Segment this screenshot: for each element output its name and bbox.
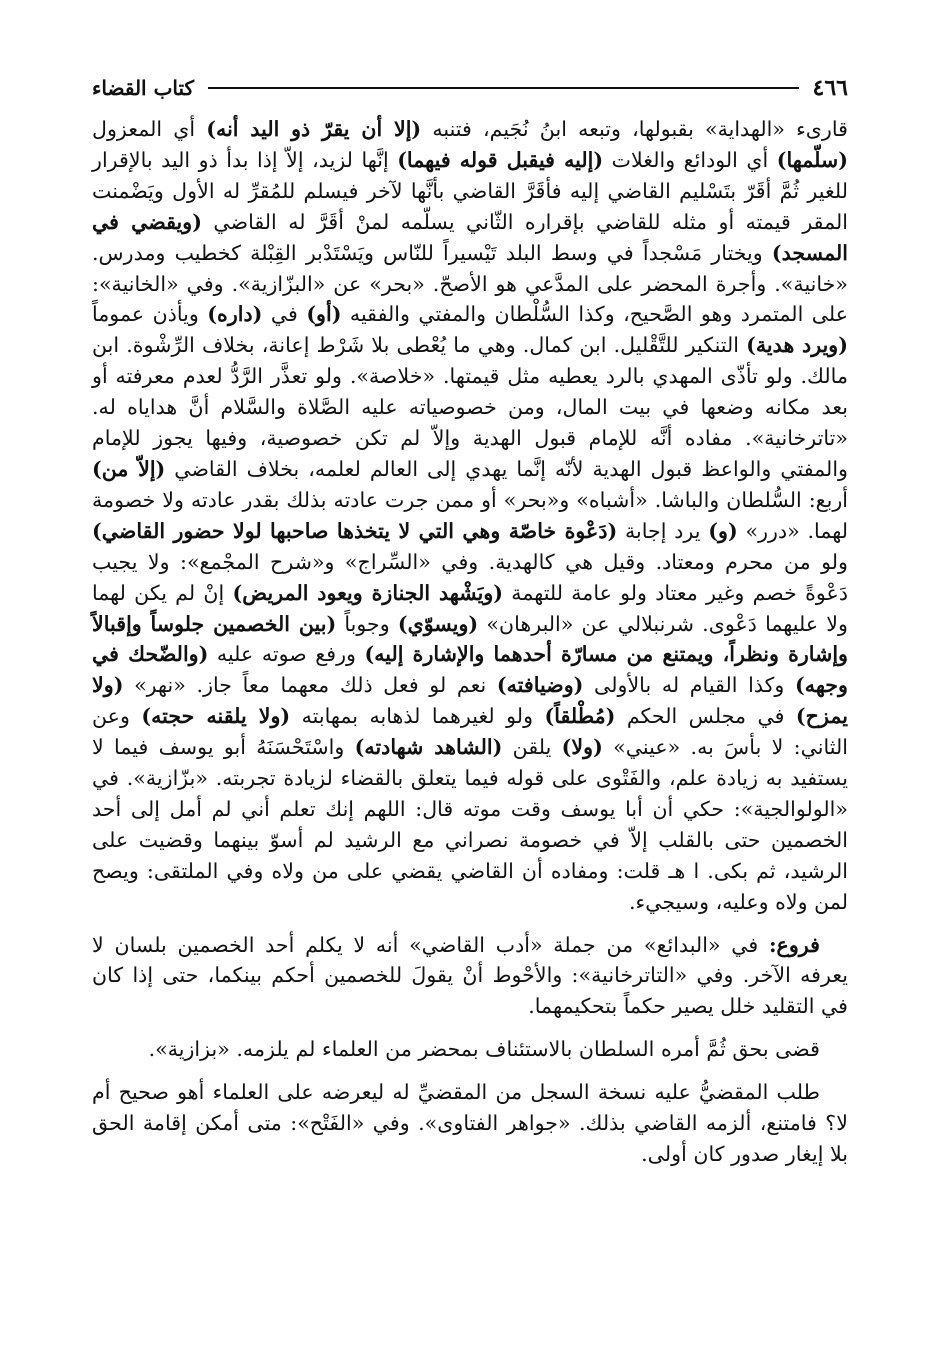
paragraph <box>92 114 848 918</box>
commentary-text: ويختار مَسْجداً في وسط البلد تَيْسيراً للنّاس ويَسْتَدْبر القِبْلة كخطيب ومدرس. «خانية». وأجرة المحضر على المدَّعي هو الأصحّ. «بحر» عن «البزّازية». وفي «الخانية»: على المتمرد وهو الصَّحيح، وكذا السُّلْطان والمفتي والفقيه <box>92 240 849 327</box>
bold-matn-text: (ولا يلقنه حجته) <box>141 704 291 729</box>
bold-matn-text: (الشاهد شهادته) <box>354 735 503 760</box>
bold-matn-text: (مُطْلقاً) <box>544 704 616 729</box>
bold-matn-text: (داره) <box>207 302 263 327</box>
bold-matn-text: (سلّمها) <box>776 147 848 172</box>
commentary-text: ورفع صوته عليه <box>208 642 365 667</box>
commentary-text: وكذا القيام له بالأولى <box>583 673 796 698</box>
commentary-text: ويأذن عموماً <box>92 302 208 327</box>
commentary-text: ولو من محرم ومعتاد. وقيل هي كالهدية. وفي «السِّراج» و«شرح المجْمع»: ولا يجيب دَعْوةً خصم وغير معتاد ولو عامة للتهمة <box>92 549 848 605</box>
commentary-text: أربع: السُّلطان والباشا. «أشباه» و«بحر» أو ممن جرت عادته بذلك بقدر عادته ولا خصومة لهما. «درر» <box>92 487 848 543</box>
page-number: ٤٦٦ <box>812 75 848 101</box>
bold-matn-text: (أو) <box>306 302 342 327</box>
commentary-text: يرد إجابة <box>617 518 709 543</box>
book-title: كتاب القضاء <box>92 76 195 100</box>
commentary-text: إنَّها لزيد، إلاّ إذا بدأ ذو اليد بالإقرار للغير ثُمَّ أقَرّ بتَسْليم القاضي إليه فأقَرَّ القاضي بأنَّها لآخر فيسلم للمُقرِّ له الأول ويَضْمنت المقر قيمته أو مثله للقاضي بإقراره الثّاني يسلّمه لمنْ أقَرَّ له القاضي <box>92 147 848 234</box>
paragraph <box>92 1034 848 1065</box>
paragraph <box>92 1077 848 1170</box>
bold-matn-text: (ويقضي في المسجد) <box>92 209 848 265</box>
bold-matn-text: (إليه فيقبل قوله فيهما) <box>397 147 604 172</box>
commentary-text: ولو لغيرهما لذهابه بمهابته <box>290 704 545 729</box>
bold-matn-text: (وضيافته) <box>496 673 584 698</box>
commentary-text: إنْ لم يكن لهما ولا عليهما دَعْوى. شرنبلالي عن «البرهان» <box>92 580 848 636</box>
page-header <box>92 72 848 104</box>
commentary-text: أي المعزول <box>92 117 207 141</box>
commentary-text: طلب المقضيُّ عليه نسخة السجل من المقضيِّ له ليعرضه على العلماء أهو صحيح أم لا؟ فامتنع، ألزمه القاضي بذلك. «جواهر الفتاوى». وفي «الفَتْح»: متى أمكن إقامة الحق بلا إيغار صدور كان أولى. <box>92 1080 848 1166</box>
commentary-text: نعم لو فعل ذلك معهما معاً جاز. «نهر» <box>123 673 497 698</box>
bold-matn-text: (دَعْوة خاصّة وهي التي لا يتخذها صاحبها لولا حضور القاضي) <box>92 518 618 543</box>
commentary-text: وجوباً <box>336 611 398 636</box>
bold-matn-text: (إلاّ من) <box>92 456 166 481</box>
commentary-text: في <box>262 302 307 327</box>
bold-matn-text: (ويَشْهد الجنازة ويعود المريض) <box>232 580 504 605</box>
bold-matn-text: (ويسوّي) <box>397 611 479 636</box>
bold-matn-text: (والضّحك في وجهه) <box>92 642 848 698</box>
bold-matn-text: (بين الخصمين جلوساً وإقبالاً وإشارة ونظراً، ويمتنع من مسارّة أحدهما والإشارة إليه) <box>92 611 848 667</box>
commentary-text: قضى بحق ثُمَّ أمره السلطان بالاستئناف بمحضر من العلماء لم يلزمه. «بزازية». <box>148 1037 820 1062</box>
bold-matn-text: (إلا أن يقرّ ذو اليد أنه) <box>206 117 422 141</box>
bold-matn-text: فروع: <box>768 932 820 957</box>
commentary-text: في «البدائع» من جملة «أدب القاضي» أنه لا يكلم أحد الخصمين بلسان لا يعرفه الآخر. وفي «التاترخانية»: والأحْوط أنْ يقولَ للخصمين أحكم بينكما، حتى إذا كان في التقليد خلل يصير حكماً بتحكيمهما. <box>92 932 848 1019</box>
bold-matn-text: (ولا يمزح) <box>92 673 848 729</box>
bold-matn-text: (ويرد هدية) <box>746 333 849 358</box>
bold-matn-text: (و) <box>708 518 738 543</box>
commentary-text: قارىء «الهداية» بقبولها، وتبعه ابنُ نُجَيم، فتنبه <box>421 117 848 141</box>
commentary-text: التنكير للتَّقْليل. ابن كمال. وهي ما يُعْطى بلا شَرْط إعانة، بخلاف الرِّشْوة. ابن مالك. ولو تأذّى المهدي بالرد يعطيه مثل قيمتها. «خلاصة». ولو تعذَّر الرَّدُّ لعدم معرفته أو بعد مكانه وضعها في بيت المال، ومن خصوصياته عليه الصَّلاة والسَّلام أنَّ هداياه له. «تاترخانية». مفاده أنَّه للإمام قبول الهدية وإلاّ لم تكن خصوصية، وفيها يجوز للإمام والمفتي والواعظ قبول الهدية لأنّه إنَّما يهدي إلى العالم لعلمه، بخلاف القاضي <box>92 333 848 481</box>
page-body <box>92 114 848 1170</box>
bold-matn-text: (ولا) <box>561 735 603 760</box>
commentary-text: أي الودائع والغلات <box>603 147 777 172</box>
paragraph <box>92 930 848 1023</box>
header-rule <box>208 87 798 89</box>
commentary-text: وعن الثاني: لا بأسَ به. «عيني» <box>92 704 849 760</box>
commentary-text: واسْتَحْسَنَهُ أبو يوسف فيما لا يستفيد به زيادة علم، والفَتْوى على قوله فيما يتعلق بالقضاء لزيادة تجربته. «بزّازية». في «الولوالجية»: حكي أن أبا يوسف وقت موته قال: اللهم إنك تعلم أني لم أمل إلى أحد الخصمين حتى بالقلب إلاّ في خصومة نصراني مع الرشيد لم أسوّ بينهما وقضيت على الرشيد، ثم بكى. ا هـ قلت: ومفاده أن القاضي يقضي على من ولاه وفي الملتقى: ويصح لمن ولاه وعليه، وسيجيء. <box>92 735 848 914</box>
commentary-text: في مجلس الحكم <box>615 704 796 729</box>
commentary-text: يلقن <box>502 735 562 760</box>
